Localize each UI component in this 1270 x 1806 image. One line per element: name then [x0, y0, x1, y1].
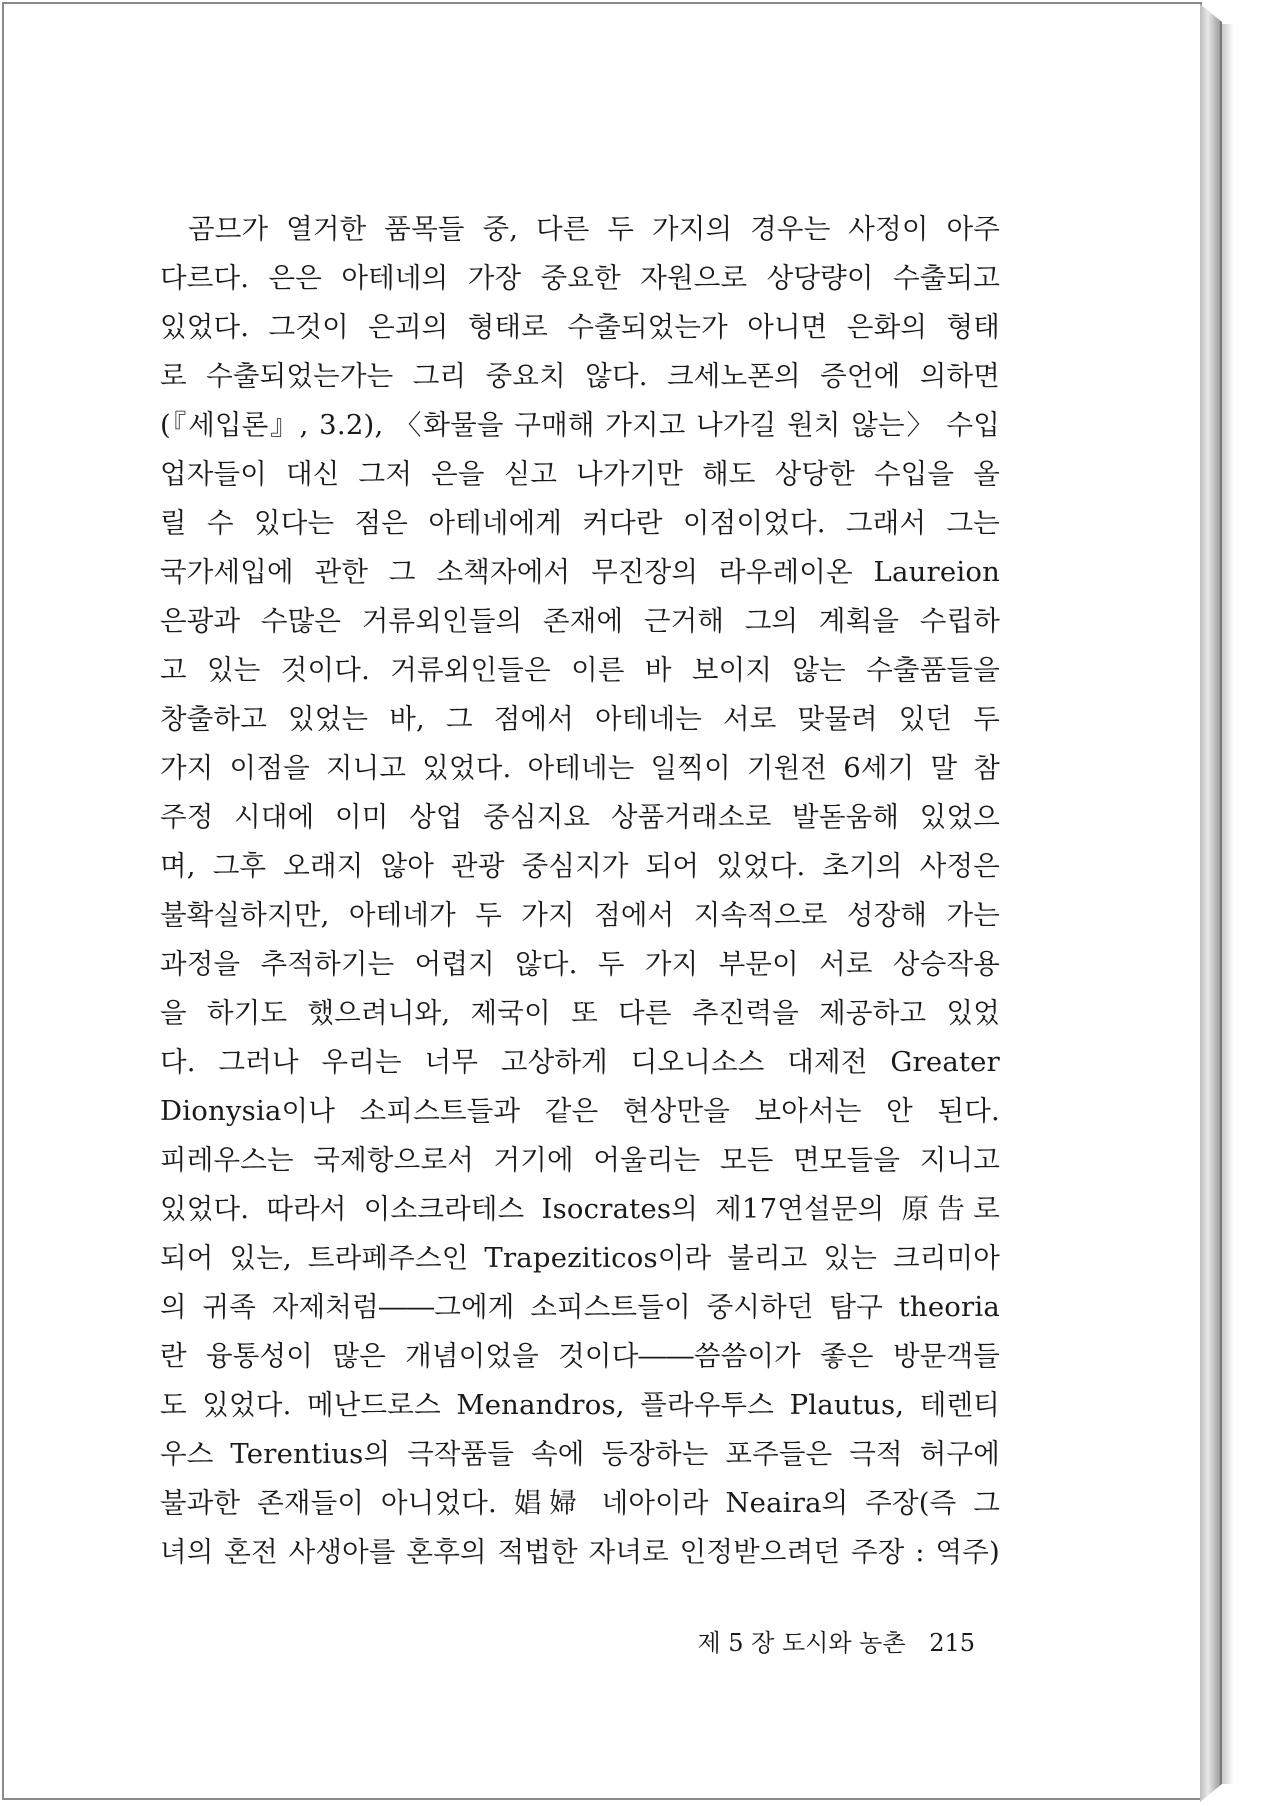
text-line: 은광과 수많은 거류외인들의 존재에 근거해 그의 계획을 수립하 — [160, 605, 1000, 637]
text-line: 곰므가 열거한 품목들 중, 다른 두 가지의 경우는 사정이 아주 — [188, 213, 1000, 245]
text-line: 우스 Terentius의 극작품들 속에 등장하는 포주들은 극적 허구에 — [160, 1438, 1000, 1470]
text-line: 로 수출되었는가는 그리 중요치 않다. 크세노폰의 증언에 의하면 — [160, 360, 1000, 392]
text-line: 도 있었다. 메난드로스 Menandros, 플라우투스 Plautus, 테렌티 — [160, 1389, 1000, 1421]
text-line: 녀의 혼전 사생아를 혼후의 적법한 자녀로 인정받으려던 주장 : 역주) — [160, 1536, 1000, 1568]
text-line: 다르다. 은은 아테네의 가장 중요한 자원으로 상당량이 수출되고 — [160, 262, 1000, 294]
text-line: 란 융통성이 많은 개념이었을 것이다――씀씀이가 좋은 방문객들 — [160, 1340, 1000, 1372]
text-line: 창출하고 있었는 바, 그 점에서 아테네는 서로 맞물려 있던 두 — [160, 703, 1000, 735]
text-line: 을 하기도 했으려니와, 제국이 또 다른 추진력을 제공하고 있었 — [160, 997, 1000, 1029]
text-line: Dionysia이나 소피스트들과 같은 현상만을 보아서는 안 된다. — [160, 1095, 1000, 1127]
text-line: 고 있는 것이다. 거류외인들은 이른 바 보이지 않는 수출품들을 — [160, 654, 1000, 686]
text-line: 불확실하지만, 아테네가 두 가지 점에서 지속적으로 성장해 가는 — [160, 899, 1000, 931]
text-line: 다. 그러나 우리는 너무 고상하게 디오니소스 대제전 Greater — [160, 1046, 1000, 1078]
text-line: 주정 시대에 이미 상업 중심지요 상품거래소로 발돋움해 있었으 — [160, 801, 1000, 833]
text-line: 있었다. 그것이 은괴의 형태로 수출되었는가 아니면 은화의 형태 — [160, 311, 1000, 343]
page-number: 215 — [929, 1629, 975, 1657]
text-line: 과정을 추적하기는 어렵지 않다. 두 가지 부문이 서로 상승작용 — [160, 948, 1000, 980]
chapter-title: 제 5 장 도시와 농촌 — [697, 1629, 906, 1657]
body-paragraph — [160, 205, 1000, 1577]
text-line: 업자들이 대신 그저 은을 싣고 나가기만 해도 상당한 수입을 올 — [160, 458, 1000, 490]
text-line: 의 귀족 자제처럼――그에게 소피스트들이 중시하던 탐구 theoria — [160, 1291, 1000, 1323]
text-line: 가지 이점을 지니고 있었다. 아테네는 일찍이 기원전 6세기 말 참 — [160, 752, 1000, 784]
page-shadow — [1222, 24, 1234, 1784]
text-line: 릴 수 있다는 점은 아테네에게 커다란 이점이었다. 그래서 그는 — [160, 507, 1000, 539]
page-edge-fold — [1200, 4, 1222, 1802]
text-line: 며, 그후 오래지 않아 관광 중심지가 되어 있었다. 초기의 사정은 — [160, 850, 1000, 882]
text-line: 피레우스는 국제항으로서 거기에 어울리는 모든 면모들을 지니고 — [160, 1144, 1000, 1176]
text-line: 국가세입에 관한 그 소책자에서 무진장의 라우레이온 Laureion — [160, 556, 1000, 588]
text-line: 되어 있는, 트라페주스인 Trapeziticos이라 불리고 있는 크리미아 — [160, 1242, 1000, 1274]
text-line: 있었다. 따라서 이소크라테스 Isocrates의 제17연설문의 原告로 — [160, 1193, 1000, 1225]
running-footer — [697, 1623, 975, 1658]
text-line: (『세입론』, 3.2), 〈화물을 구매해 가지고 나가길 원치 않는〉 수입 — [160, 409, 1000, 441]
text-line: 불과한 존재들이 아니었다. 娼婦 네아이라 Neaira의 주장(즉 그 — [160, 1487, 1000, 1519]
